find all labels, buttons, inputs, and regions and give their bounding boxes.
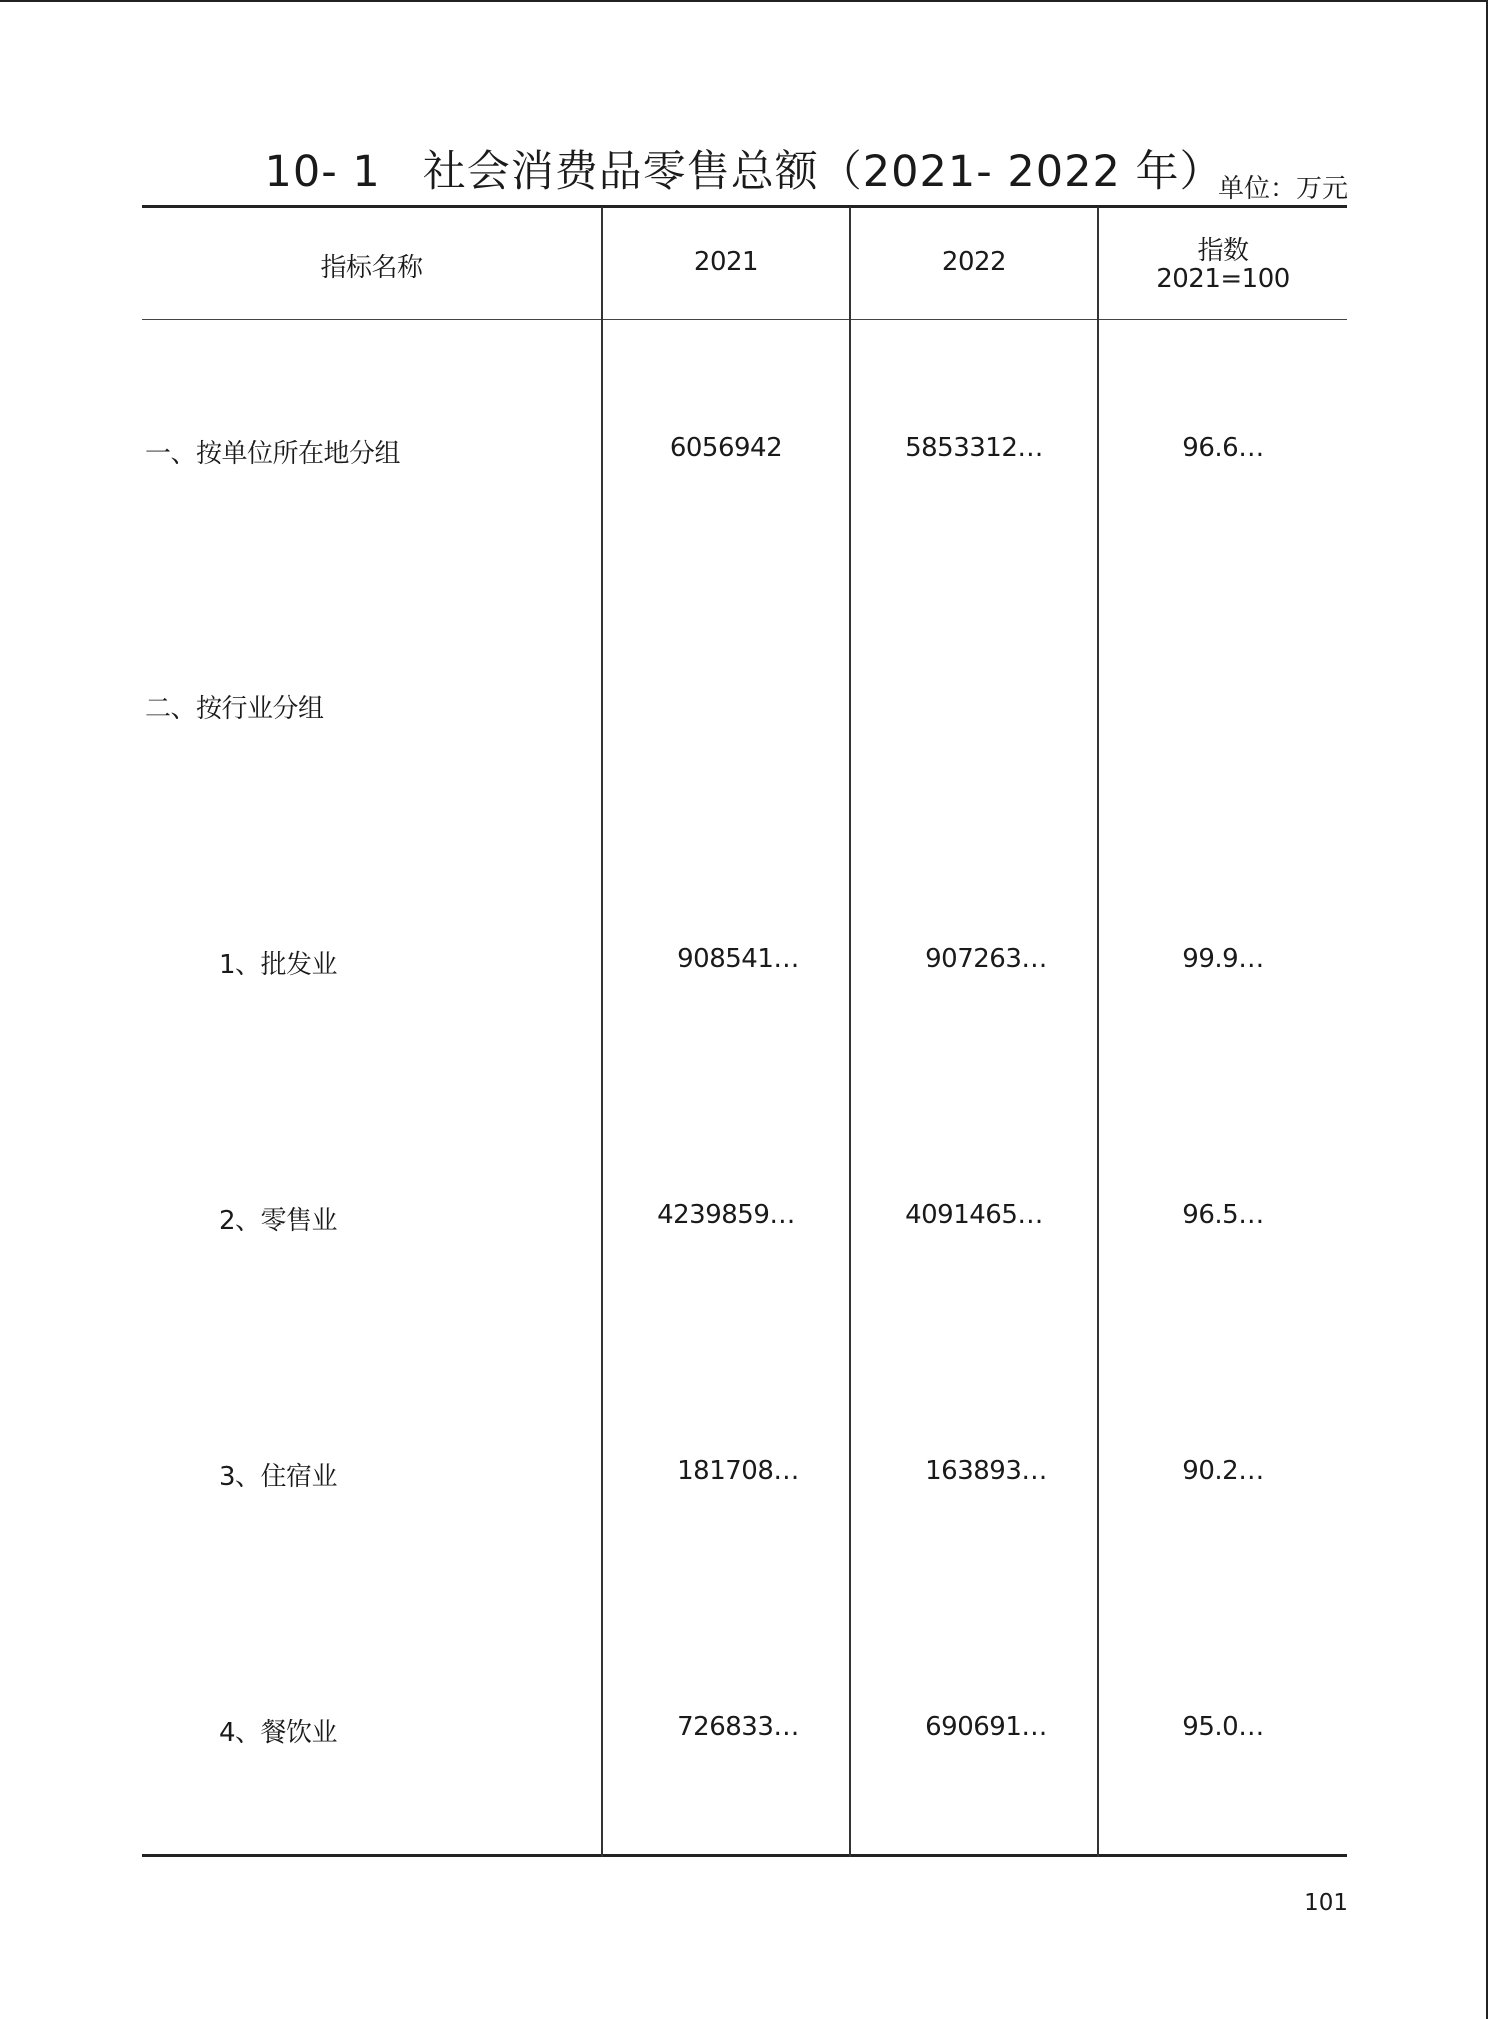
row-retail-index: 96.5…: [1182, 1200, 1264, 1230]
row-by-location-2021: 6056942: [669, 433, 783, 463]
unit-label: 单位：万元: [1217, 174, 1348, 204]
page-border-top: [0, 0, 1488, 2]
row-retail-2021: 4239859…: [657, 1200, 795, 1230]
row-by-location-2022: 5853312…: [905, 433, 1043, 463]
row-retail-2022: 4091465…: [905, 1200, 1043, 1230]
row-catering-index: 95.0…: [1182, 1712, 1264, 1742]
row-accommodation-index: 90.2…: [1182, 1456, 1264, 1486]
header-index-base: 2021=100: [1156, 264, 1290, 294]
row-wholesale-2021: 908541…: [677, 944, 799, 974]
row-accommodation-2022: 163893…: [925, 1456, 1047, 1486]
row-catering-2021: 726833…: [677, 1712, 799, 1742]
header-index-title: 指数: [1197, 236, 1249, 266]
row-wholesale-2022: 907263…: [925, 944, 1047, 974]
table-header-rule: [142, 319, 1347, 320]
header-2022: 2022: [941, 247, 1007, 277]
row-accommodation-2021: 181708…: [677, 1456, 799, 1486]
header-indicator-name: 指标名称: [320, 253, 423, 283]
row-label-by-industry: 二、按行业分组: [145, 694, 324, 724]
table-top-rule: [142, 205, 1347, 208]
row-by-location-index: 96.6…: [1182, 433, 1264, 463]
row-label-wholesale: 1、批发业: [219, 950, 338, 980]
row-label-catering: 4、餐饮业: [219, 1718, 338, 1748]
table-title-text: 社会消费品零售总额（2021- 2022 年）: [422, 147, 1224, 197]
table-bottom-rule: [142, 1854, 1347, 1857]
row-label-by-location: 一、按单位所在地分组: [145, 439, 401, 469]
row-label-accommodation: 3、住宿业: [219, 1462, 338, 1492]
row-catering-2022: 690691…: [925, 1712, 1047, 1742]
row-wholesale-index: 99.9…: [1182, 944, 1264, 974]
header-2021: 2021: [693, 247, 759, 277]
row-label-retail: 2、零售业: [219, 1206, 338, 1236]
page-number: 101: [1304, 1890, 1348, 1916]
table-number: 10- 1: [264, 147, 381, 197]
